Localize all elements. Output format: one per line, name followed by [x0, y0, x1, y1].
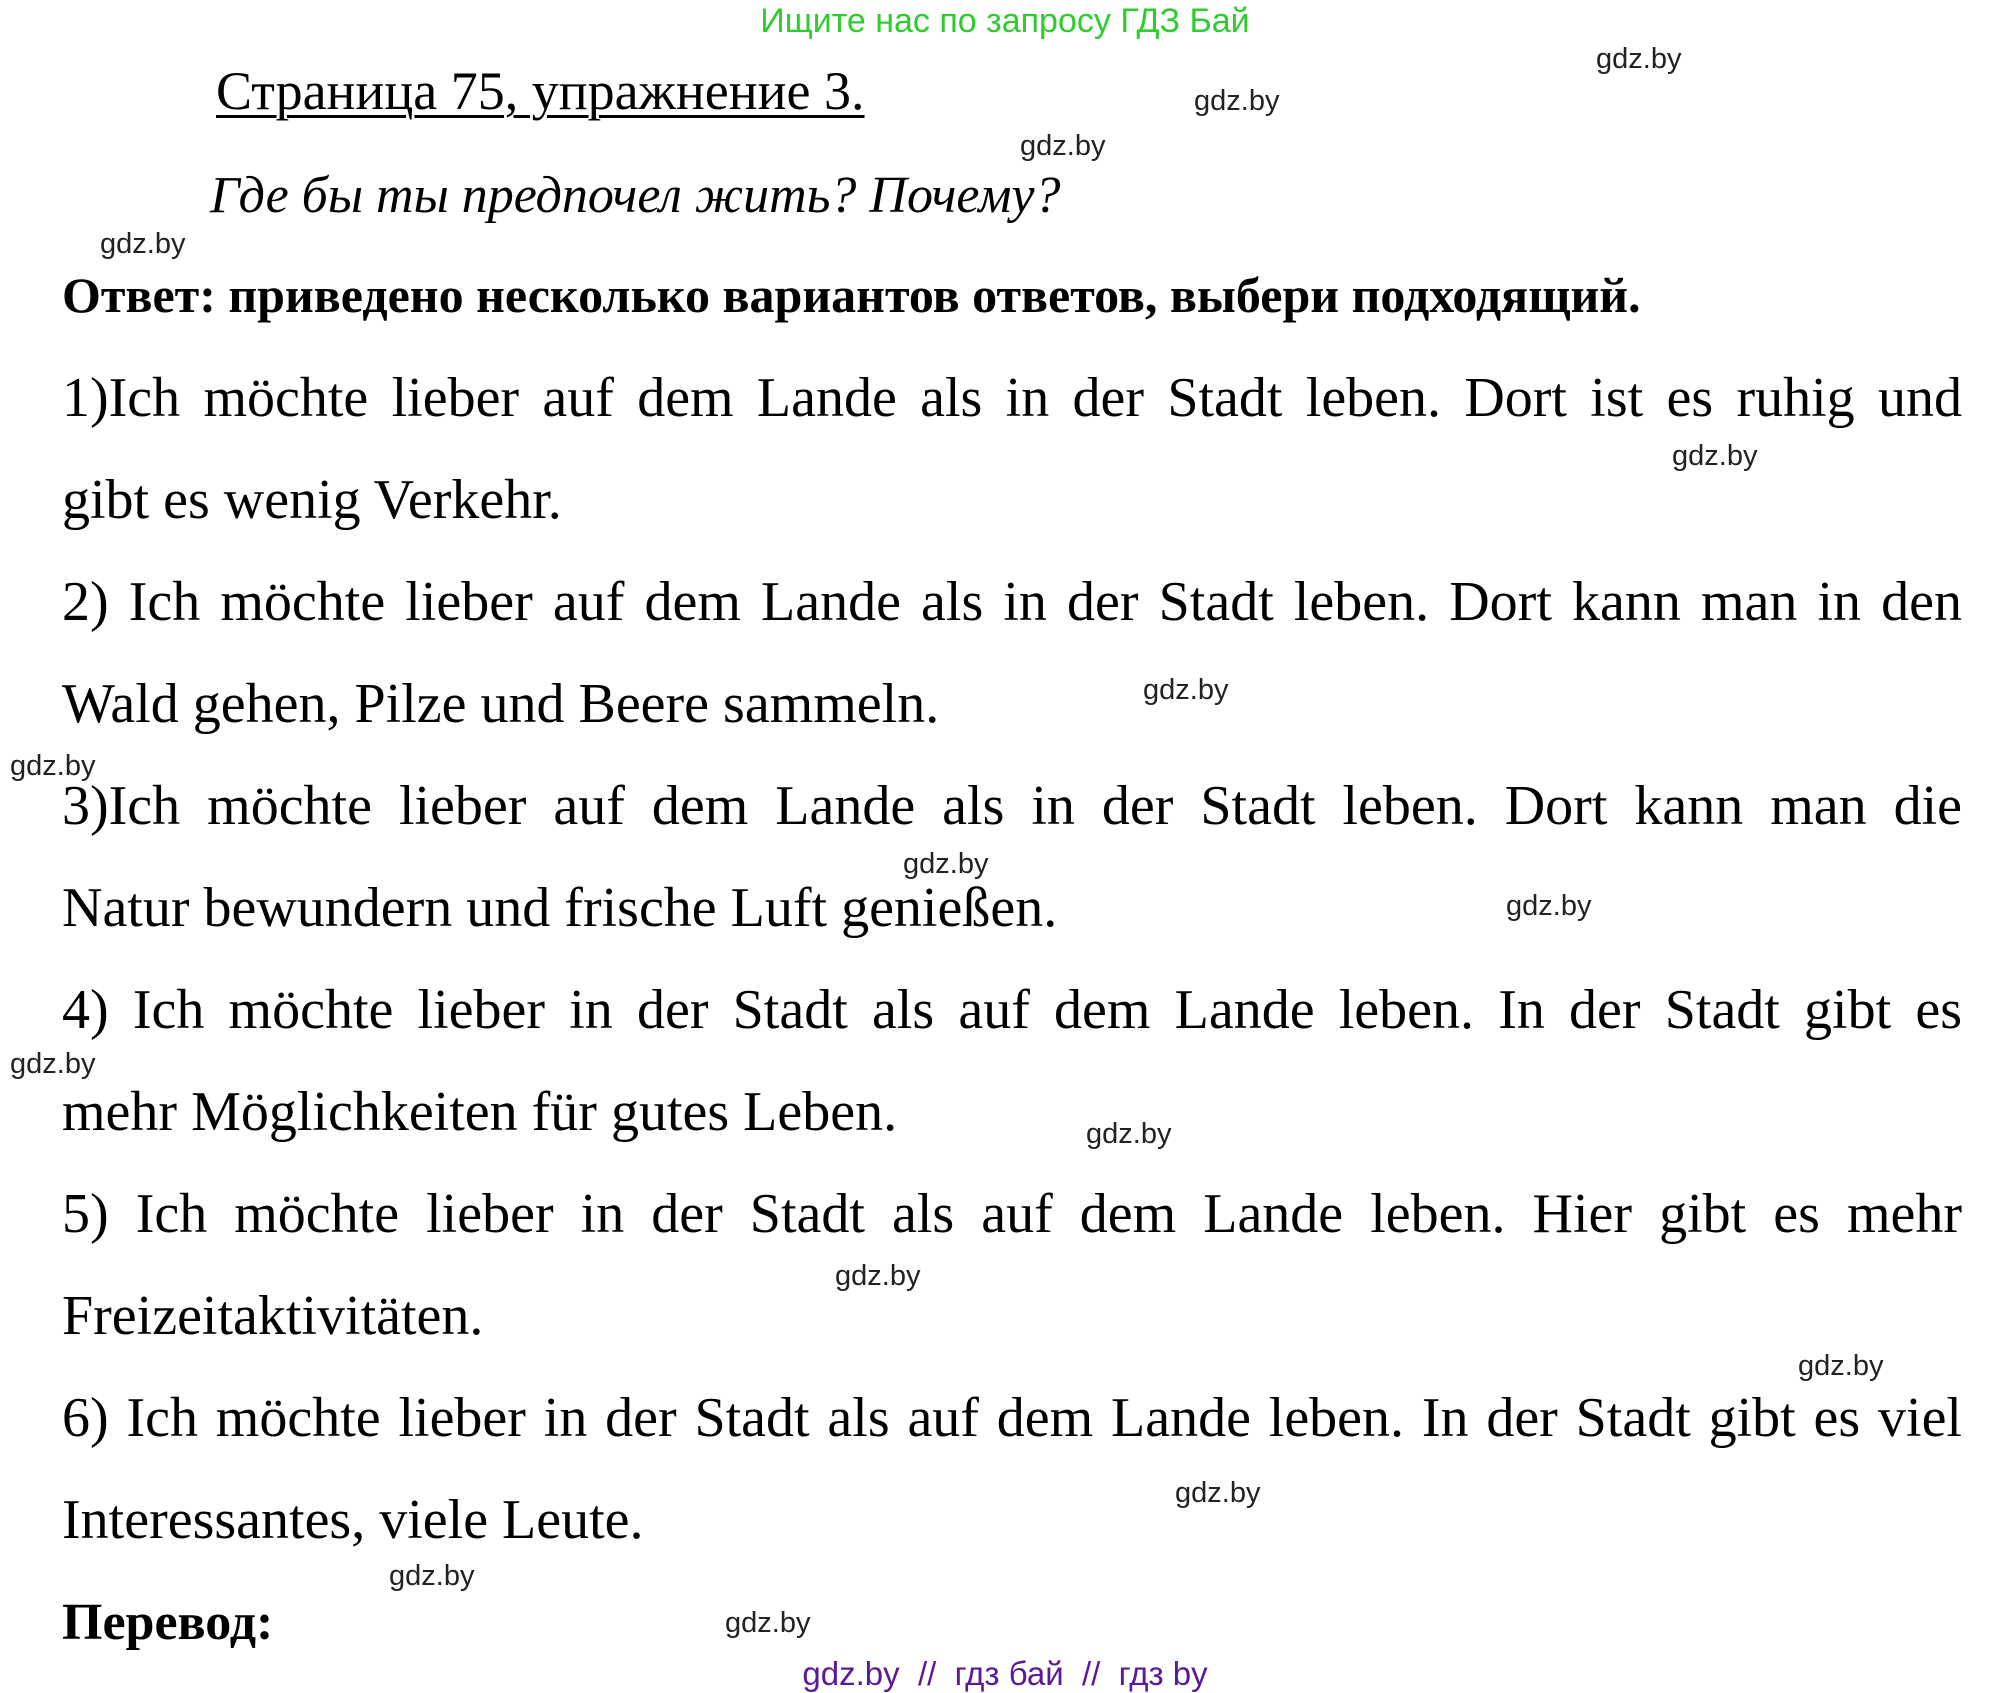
watermark: gdz.by — [725, 1607, 811, 1639]
watermark: gdz.by — [10, 750, 96, 782]
watermark: gdz.by — [835, 1260, 921, 1292]
answer-5-line-1: 5) Ich möchte lieber in der Stadt als auf dem Lande leben. Hier gibt es mehr — [62, 1183, 1962, 1245]
answer-6-line-1: 6) Ich möchte lieber in der Stadt als auf dem Lande leben. In der Stadt gibt es viel — [62, 1387, 1962, 1449]
watermark: gdz.by — [1506, 890, 1592, 922]
watermark: gdz.by — [1596, 43, 1682, 75]
page-title: Страница 75, упражнение 3. — [216, 61, 865, 121]
watermark: gdz.by — [903, 848, 989, 880]
answer-2-line-2: Wald gehen, Pilze und Beere sammeln. — [62, 673, 940, 735]
watermark: gdz.by — [100, 228, 186, 260]
footer-site-links[interactable]: gdz.by // гдз бай // гдз by — [802, 1655, 1208, 1692]
answer-4-line-1: 4) Ich möchte lieber in der Stadt als auf dem Lande leben. In der Stadt gibt es — [62, 979, 1962, 1041]
answer-1-line-2: gibt es wenig Verkehr. — [62, 469, 562, 531]
answer-list — [62, 347, 1962, 1571]
answer-2-line-1: 2) Ich möchte lieber auf dem Lande als in der Stadt leben. Dort kann man in den — [62, 571, 1962, 633]
exercise-question: Где бы ты предпочел жить? Почему? — [210, 167, 1061, 224]
watermark: gdz.by — [1798, 1350, 1884, 1382]
watermark: gdz.by — [1672, 440, 1758, 472]
answer-1-line-1: 1)Ich möchte lieber auf dem Lande als in der Stadt leben. Dort ist es ruhig und — [62, 367, 1962, 429]
answer-5-line-2: Freizeitaktivitäten. — [62, 1285, 484, 1347]
answer-heading: Ответ: приведено несколько вариантов ответов, выбери подходящий. — [62, 267, 1641, 323]
watermark: gdz.by — [1086, 1118, 1172, 1150]
answer-4-line-2: mehr Möglichkeiten für gutes Leben. — [62, 1081, 898, 1143]
search-hint-banner: Ищите нас по запросу ГДЗ Бай — [760, 2, 1250, 40]
watermark: gdz.by — [389, 1560, 475, 1592]
answer-3-line-1: 3)Ich möchte lieber auf dem Lande als in der Stadt leben. Dort kann man die — [62, 775, 1962, 837]
watermark: gdz.by — [10, 1048, 96, 1080]
translation-heading: Перевод: — [62, 1594, 274, 1651]
answer-3-line-2: Natur bewundern und frische Luft genießen. — [62, 877, 1058, 939]
watermark: gdz.by — [1194, 85, 1280, 117]
watermark: gdz.by — [1175, 1477, 1261, 1509]
watermark: gdz.by — [1020, 130, 1106, 162]
answer-6-line-2: Interessantes, viele Leute. — [62, 1489, 644, 1551]
watermark: gdz.by — [1143, 674, 1229, 706]
